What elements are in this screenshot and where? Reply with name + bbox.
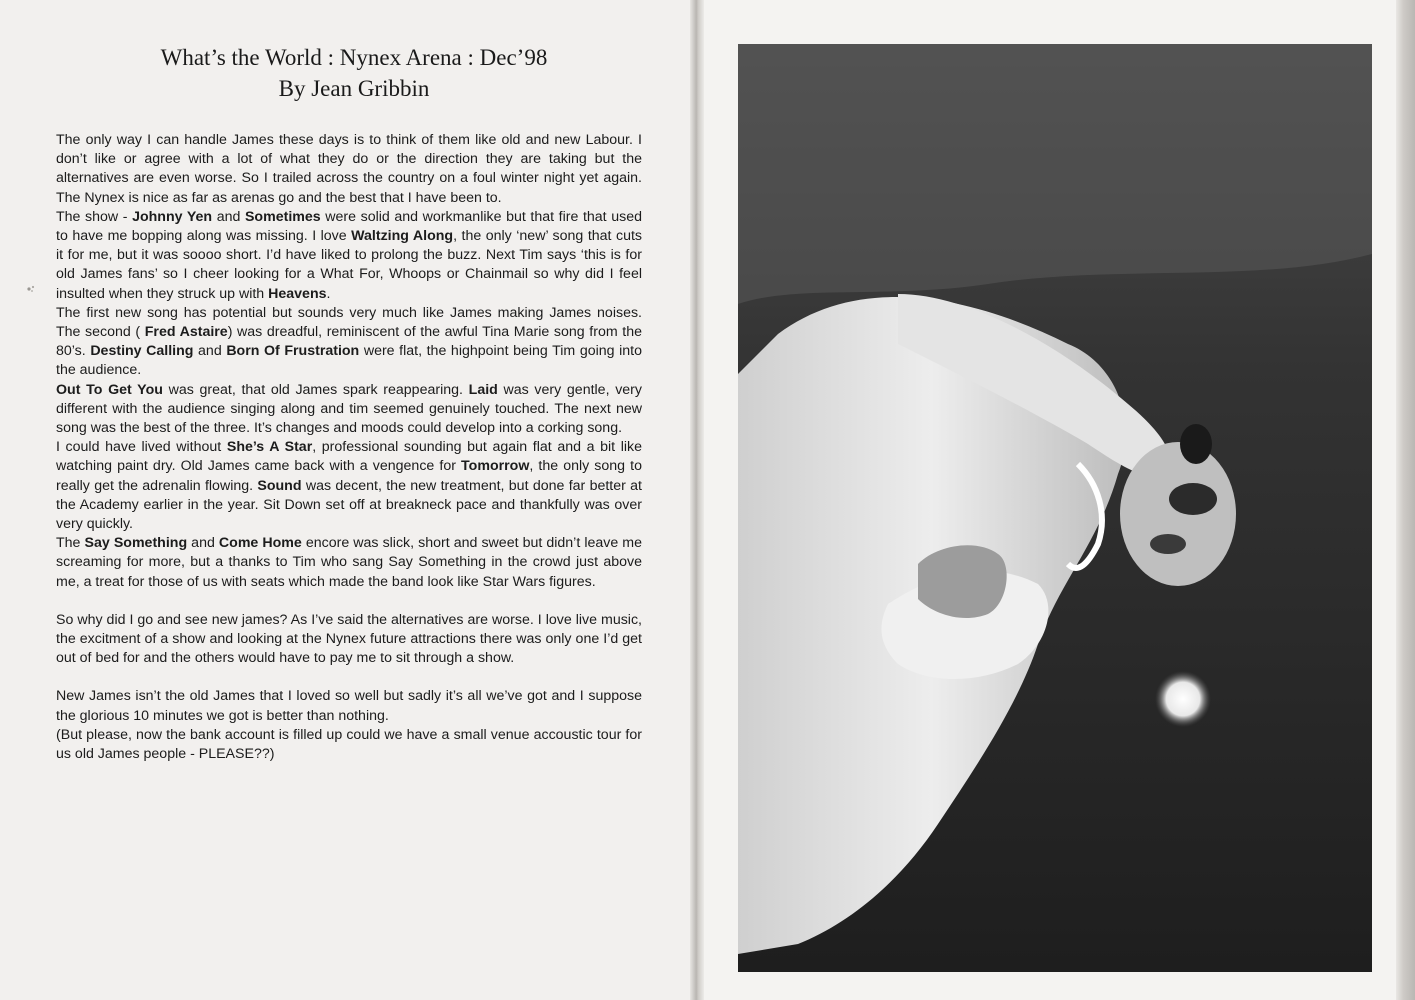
article-text: , professional sounding but again flat and a bit like watching paint dry. Old James came back with a vengence for — [56, 439, 643, 475]
article-text: was great, that old James spark reappearing. — [162, 381, 469, 398]
article-paragraph: New James isn’t the old James that I loved so well but sadly it’s all we’ve got and I suppose the glorious 10 minutes we got is better than nothing. — [56, 688, 642, 724]
article-paragraph: The only way I can handle James these days is to think of them like old and new Labour. I don’t like or agree with a lot of what they do or the direction they are taking but the alternatives are even worse. So I trailed across the country on a foul winter night yet again. The Nynex is nice as far as arenas go and the best that I have been to. — [56, 132, 642, 206]
song-title: Fred Astaire — [144, 324, 228, 341]
song-title: She’s A Star — [226, 439, 313, 456]
page-edge — [1396, 0, 1415, 1000]
song-title: Come Home — [218, 535, 302, 552]
song-title: Out To Get You — [56, 381, 163, 398]
article-paragraph — [56, 534, 642, 592]
song-title: Sound — [257, 477, 302, 494]
song-title: Johnny Yen — [132, 208, 213, 225]
article-text: . — [326, 285, 331, 302]
article-paragraph — [56, 304, 642, 381]
song-title: Tomorrow — [461, 458, 530, 475]
article-text: were flat, the highpoint being Tim going into the audience. — [56, 343, 643, 379]
song-title: Waltzing Along — [351, 228, 454, 245]
article-text: The first new song has potential but sounds very much like James making James noises. The second ( — [56, 304, 642, 341]
song-title: Say Something — [84, 535, 188, 552]
article-text: was decent, the new treatment, but done far better at the Academy earlier in the year. Sit Down set off at breakneck pace and thankfully was over very quickly. — [56, 477, 642, 533]
article-byline: By Jean Gribbin — [278, 76, 430, 101]
article-text: , the only ‘new’ song that cuts it for me, but it was soooo short. I’d have liked to prolong the buzz. Next Tim says ‘this is for old James fans’ so I cheer looking for a What For, Whoops or Chainmail so why did I feel insulted when they struck up with — [56, 228, 642, 302]
article-paragraph: So why did I go and see new james? As I’ve said the alternatives are worse. I love live music, the excitment of a show and looking at the Nynex future attractions there was only one I’d get out of bed for and the others would have to pay me to sit through a show. — [56, 611, 642, 667]
article-paragraph: (But please, now the bank account is filled up could we have a small venue accoustic tour for us old James people - PLEASE??) — [56, 726, 642, 763]
song-title: Laid — [468, 381, 498, 398]
song-title: Heavens — [268, 285, 327, 302]
paper-speck-icon — [24, 282, 38, 294]
article-text: encore was slick, short and sweet but didn’t leave me screaming for more, but a thanks to Tim who sang Say Something in the crowd just above me, a treat for those of us with seats which made the band look like Star Wars figures. — [56, 535, 643, 590]
song-title: Born Of Frustration — [226, 343, 360, 360]
article-text: was very gentle, very different with the audience singing along and tim seemed genuinely touched. The next new song was the best of the three. It’s changes and moods could develop into a corking song. — [56, 381, 643, 437]
article-text: The — [56, 535, 85, 552]
article-text: and — [187, 535, 219, 552]
article-text: and — [193, 343, 227, 360]
left-page — [0, 0, 693, 1000]
article-paragraph — [56, 438, 642, 534]
singer-photo — [738, 44, 1372, 972]
article-paragraph — [56, 381, 642, 439]
song-title: Destiny Calling — [90, 343, 194, 360]
article-paragraph — [56, 208, 642, 304]
article-title — [54, 42, 654, 104]
article-title-line: What’s the World : Nynex Arena : Dec’98 — [160, 45, 548, 70]
article-text: and — [212, 208, 245, 225]
article-text: ) was dreadful, reminiscent of the awful Tina Marie song from the 80’s. — [56, 324, 642, 360]
page-gutter — [690, 0, 704, 1000]
article-text: The show - — [56, 208, 133, 225]
article-text: , the only song to really get the adrenalin flowing. — [56, 458, 642, 494]
article-text: I could have lived without — [56, 439, 227, 456]
song-title: Sometimes — [244, 208, 321, 225]
article-body — [56, 131, 642, 764]
article-text: were solid and workmanlike but that fire that used to have me bopping along was missing. I love — [56, 208, 642, 245]
